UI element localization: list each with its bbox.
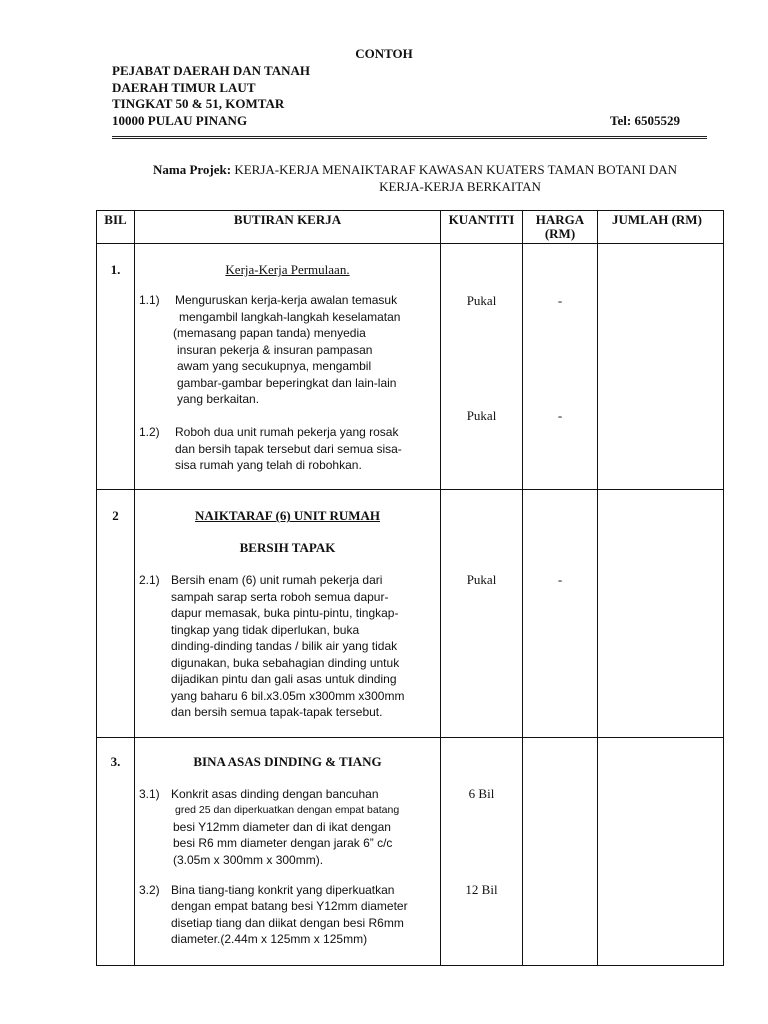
desc-line: sisa rumah yang telah di robohkan. [175,458,362,473]
address-line: TINGKAT 50 & 51, KOMTAR [112,96,285,111]
desc-line: Bersih enam (6) unit rumah pekerja dari [171,573,383,588]
row-bil: 1. [110,262,121,278]
item-description [171,572,404,721]
desc-line: diameter.(2.44m x 125mm x 125mm) [171,932,368,947]
header-harga-line1: HARGA [535,212,585,227]
office-address [112,63,310,129]
desc-line: dapur memasak, buka pintu-pintu, tingkap- [171,606,399,621]
item-total [598,737,724,965]
document-label: CONTOH [355,46,413,61]
item-price: - [557,572,563,588]
item-price [523,737,598,965]
item-price: - [557,293,563,309]
desc-line: dan bersih semua tapak-tapak tersebut. [171,705,383,720]
section-title: NAIKTARAF (6) UNIT RUMAH [194,508,380,524]
table-row [97,490,724,737]
desc-line: gambar-gambar beperingkat dan lain-lain [177,375,397,390]
item-price: - [557,408,563,424]
desc-line: dengan empat batang besi Y12mm diameter [171,899,408,914]
desc-line: sampah sarap serta roboh semua dapur- [171,589,389,604]
item-number: 3.1) [139,786,160,801]
desc-line: dinding-dinding tandas / bilik air yang tidak [171,639,398,654]
item-quantity: 6 Bil [468,785,495,801]
desc-line: disetiap tiang dan diikat dengan besi R6mm [171,915,404,930]
item-quantity: Pukal [466,408,497,424]
section-title: Kerja-Kerja Permulaan. [225,262,350,278]
desc-line: insuran pekerja & insuran pampasan [177,342,373,357]
work-items-table [96,210,724,966]
desc-line: gred 25 dan diperkuatkan dengan empat batang [175,804,400,817]
project-title-line2: KERJA-KERJA BERKAITAN [379,179,541,194]
desc-line: digunakan, buka sebahagian dinding untuk [171,655,400,670]
desc-line: dan bersih tapak tersebut dari semua sisa- [175,441,402,456]
desc-line: (3.05m x 300mm x 300mm). [173,852,324,867]
address-line: PEJABAT DAERAH DAN TANAH [112,63,311,78]
item-quantity: Pukal [466,293,497,309]
table-row [97,737,724,965]
item-description [175,292,400,408]
desc-line: yang berkaitan. [177,392,260,407]
table-row [97,244,724,490]
project-title-line1: KERJA-KERJA MENAIKTARAF KAWASAN KUATERS TAMAN BOTANI DAN [234,162,678,177]
item-total [598,244,724,490]
item-description [171,882,408,948]
item-quantity: 12 Bil [465,881,498,897]
desc-line: yang baharu 6 bil.x3.05m x300mm x300mm [171,688,405,703]
desc-line: mengambil langkah-langkah keselamatan [179,309,401,324]
desc-line: Roboh dua unit rumah pekerja yang rosak [175,425,399,440]
project-title [100,161,730,195]
header-harga-line2: (RM) [544,226,576,241]
row-bil: 2 [112,508,119,524]
divider [112,136,707,137]
header-harga [523,211,598,244]
section-subtitle: BERSIH TAPAK [239,540,336,556]
item-number: 3.2) [139,882,160,897]
item-quantity: Pukal [466,572,497,588]
desc-line: dijadikan pintu dan gali asas untuk dinding [171,672,397,687]
item-total [598,490,724,737]
item-description [171,786,399,869]
telephone: Tel: 6505529 [610,113,680,128]
desc-line: besi R6 mm diameter dengan jarak 6” c/c [173,836,393,851]
item-number: 1.2) [139,425,160,440]
header-butiran: BUTIRAN KERJA [135,211,441,244]
desc-line: Konkrit asas dinding dengan bancuhan [171,786,379,801]
row-bil: 3. [110,753,121,769]
divider [112,138,707,139]
item-number: 2.1) [139,573,160,588]
project-label: Nama Projek: [152,162,232,177]
section-title: BINA ASAS DINDING & TIANG [193,753,382,769]
desc-line: awam yang secukupnya, mengambil [177,359,372,374]
item-number: 1.1) [139,293,160,308]
desc-line: besi Y12mm diameter dan di ikat dengan [173,819,391,834]
header-jumlah: JUMLAH (RM) [598,211,724,244]
desc-line: tingkap yang tidak diperlukan, buka [171,622,360,637]
item-description [175,424,402,474]
desc-line: (memasang papan tanda) menyedia [173,326,366,341]
desc-line: Bina tiang-tiang konkrit yang diperkuatkan [171,882,395,897]
address-line: 10000 PULAU PINANG [112,112,248,128]
desc-line: Menguruskan kerja-kerja awalan temasuk [175,293,398,308]
header-kuantiti: KUANTITI [441,211,523,244]
header-bil: BIL [97,211,135,244]
address-line: DAERAH TIMUR LAUT [112,79,256,95]
